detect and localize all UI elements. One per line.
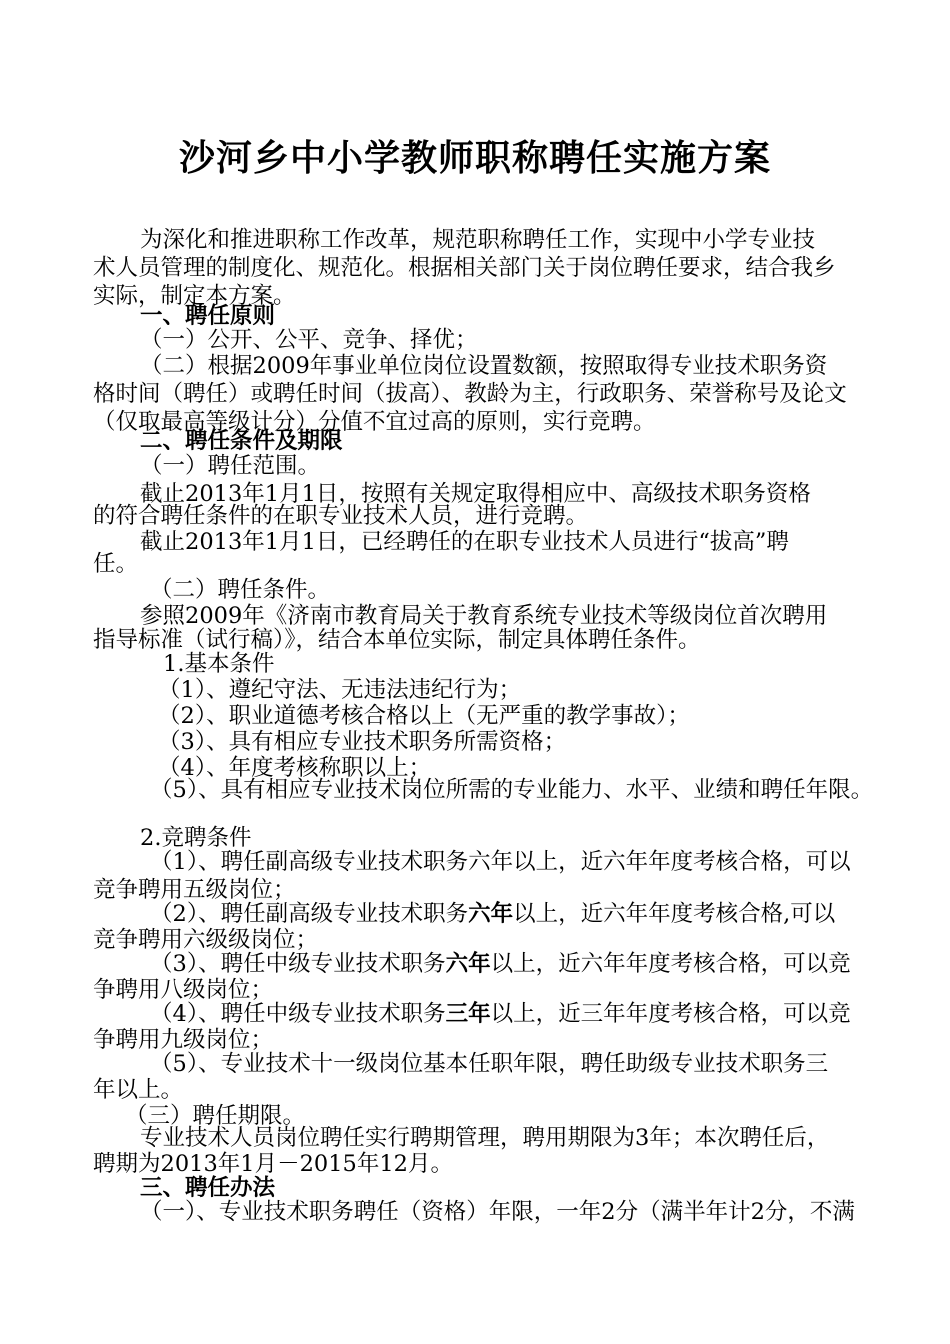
paragraph-line: 实际，制定本方案。 (93, 283, 296, 309)
text-run: （4）、聘任中级专业技术职务 (150, 1001, 446, 1027)
paragraph-line: 竞争聘用六级级岗位； (93, 927, 319, 953)
paragraph-line: 聘期为2013年1月－2015年12月。 (93, 1151, 453, 1177)
emphasis-text: 六年 (445, 951, 491, 977)
text-run: 以上，近六年年度考核合格，可以竞 (490, 951, 851, 977)
paragraph-line: 截止2013年1月1日，已经聘任的在职专业技术人员进行“拔高”聘 (140, 529, 789, 555)
paragraph-line: （二）根据2009年事业单位岗位设置数额，按照取得专业技术职务资 (140, 353, 828, 379)
list-item: （3）、具有相应专业技术职务所需资格； (158, 729, 567, 755)
paragraph-line: 的符合聘任条件的在职专业技术人员，进行竞聘。 (93, 503, 589, 529)
paragraph-line: 争聘用八级岗位； (93, 977, 274, 1003)
list-item: （4）、年度考核称职以上； (158, 755, 432, 781)
section-heading: 二、聘任条件及期限 (140, 428, 343, 454)
text-run: （3）、聘任中级专业技术职务 (150, 951, 446, 977)
paragraph-line: （一）公开、公平、竞争、择优； (140, 327, 478, 353)
section-heading: 三、聘任办法 (140, 1175, 276, 1201)
paragraph-line: 竞争聘用五级岗位； (93, 877, 296, 903)
paragraph-line: 任。 (93, 551, 139, 577)
emphasis-text: 三年 (445, 1001, 491, 1027)
paragraph-line: 术人员管理的制度化、规范化。根据相关部门关于岗位聘任要求，结合我乡 (93, 255, 836, 281)
paragraph-line: 年以上。 (93, 1077, 184, 1103)
section-heading: 一、聘任原则 (140, 303, 276, 329)
paragraph-line: 专业技术人员岗位聘任实行聘期管理，聘用期限为3年；本次聘任后， (140, 1125, 830, 1151)
emphasis-text: 六年 (468, 901, 514, 927)
paragraph-line: （一）、专业技术职务聘任（资格）年限，一年2分（满半年计2分，不满 (140, 1199, 855, 1225)
list-item: （1）、遵纪守法、无违法违纪行为； (158, 677, 522, 703)
list-item: （1）、聘任副高级专业技术职务六年以上，近六年年度考核合格，可以 (150, 849, 851, 875)
document-title: 沙河乡中小学教师职称聘任实施方案 (178, 137, 771, 179)
paragraph-line: （仅取最高等级计分）分值不宜过高的原则，实行竞聘。 (93, 409, 656, 435)
paragraph-line: 截止2013年1月1日，按照有关规定取得相应中、高级技术职务资格 (140, 481, 811, 507)
list-item: （5）、专业技术十一级岗位基本任职年限，聘任助级专业技术职务三 (150, 1051, 829, 1077)
paragraph-line: 为深化和推进职称工作改革，规范职称聘任工作，实现中小学专业技 (140, 227, 816, 253)
paragraph-line: 格时间（聘任）或聘任时间（拔高）、教龄为主，行政职务、荣誉称号及论文 (93, 381, 847, 407)
list-item: （5）、具有相应专业技术岗位所需的专业能力、水平、业绩和聘任年限。 (150, 777, 874, 803)
subsection-heading: 2.竞聘条件 (140, 825, 252, 851)
subsection-heading: 1.基本条件 (163, 651, 275, 677)
paragraph-line: 指导标准（试行稿）》，结合本单位实际，制定具体聘任条件。 (93, 627, 701, 653)
text-run: （2）、聘任副高级专业技术职务 (150, 901, 469, 927)
paragraph-line: 争聘用九级岗位； (93, 1027, 274, 1053)
paragraph-line: （三）聘任期限。 (125, 1103, 306, 1129)
paragraph-line: 参照2009年《济南市教育局关于教育系统专业技术等级岗位首次聘用 (140, 603, 828, 629)
list-item: （2）、职业道德考核合格以上（无严重的教学事故）； (158, 703, 690, 729)
paragraph-line: （二）聘任条件。 (150, 577, 331, 603)
paragraph-line: （一）聘任范围。 (140, 453, 321, 479)
text-run: 以上，近三年年度考核合格，可以竞 (490, 1001, 851, 1027)
text-run: 以上，近六年年度考核合格,可以 (513, 901, 836, 927)
